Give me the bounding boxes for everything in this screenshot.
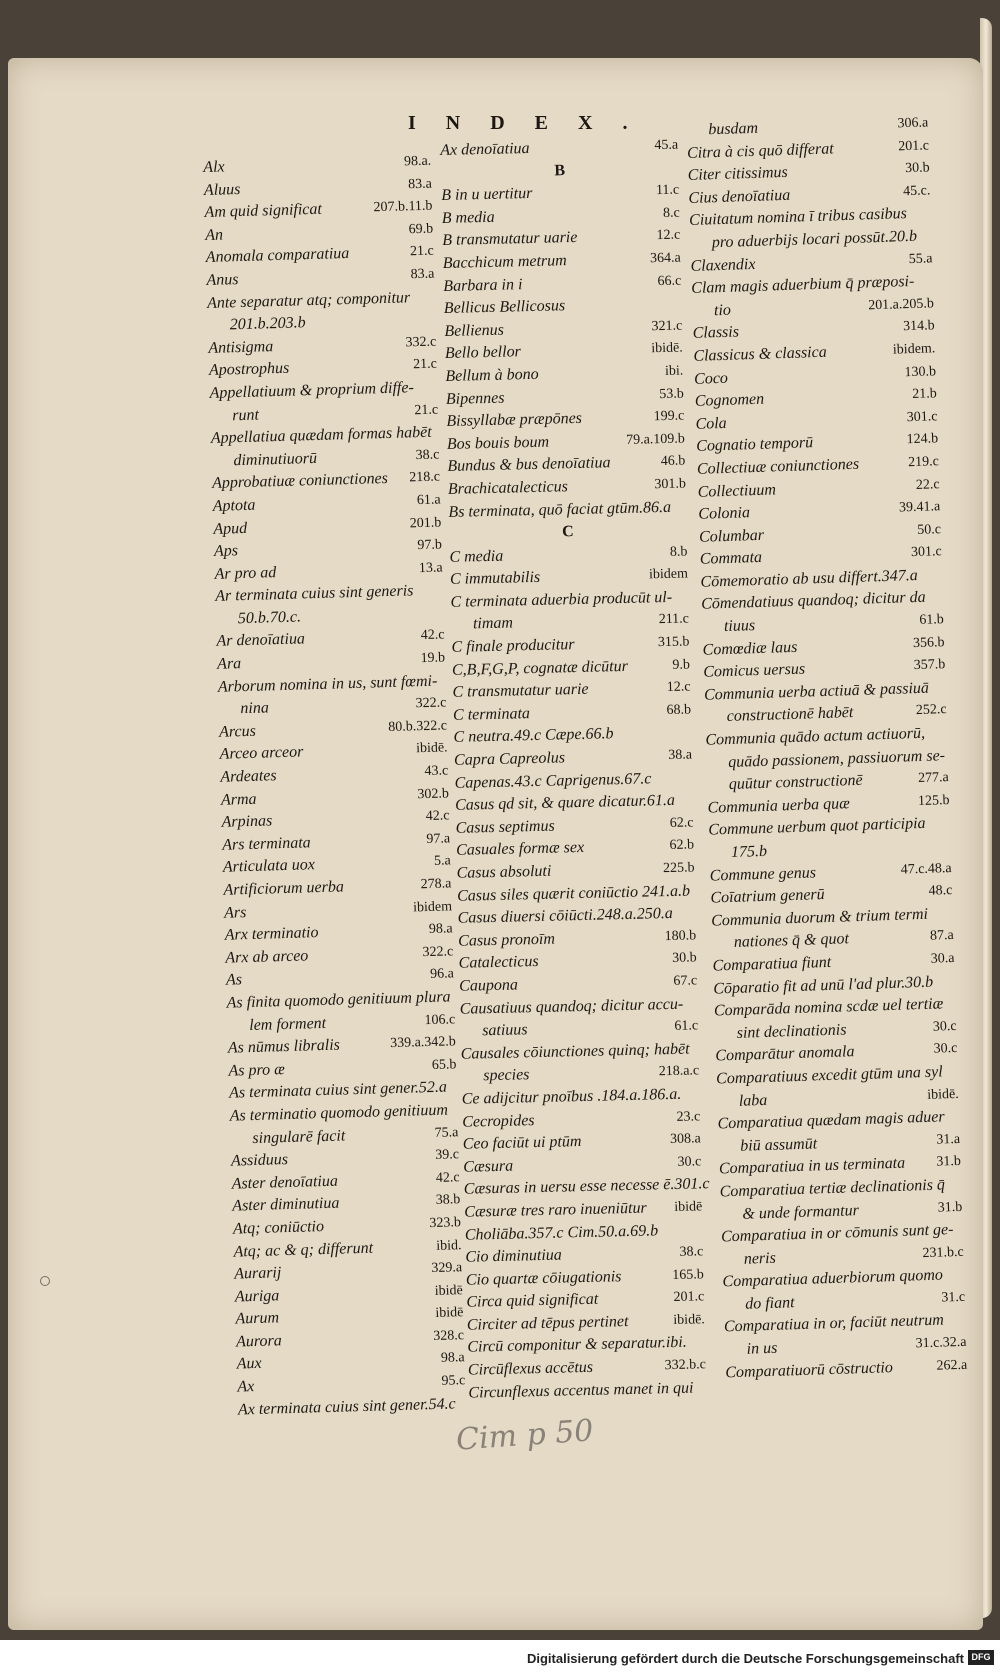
entry-term: Arceo arceor <box>219 743 304 764</box>
entry-page-ref: 65.b <box>431 1057 457 1073</box>
entry-term: Ar terminata cuius sint generis <box>215 582 414 606</box>
entry-term: neris <box>743 1249 777 1268</box>
entry-term: Classis <box>692 323 740 343</box>
entry-term: lem forment <box>249 1014 327 1034</box>
entry-page-ref: 9.b <box>672 657 691 673</box>
entry-page-ref: 332.c <box>405 334 437 351</box>
entry-page-ref: 321.c <box>651 318 683 334</box>
entry-page-ref: 21.c <box>409 243 434 260</box>
entry-page-ref: 98.a. <box>403 153 432 170</box>
entry-page-ref: 30.c <box>677 1154 702 1170</box>
entry-page-ref: 21.c <box>412 356 438 373</box>
entry-term: nationes q̄ & quot <box>733 930 850 952</box>
entry-term: Cola <box>695 414 727 433</box>
entry-term: Ante separatur atq; componitur <box>206 288 411 312</box>
entry-term: Comparatiua in us terminata <box>718 1154 906 1178</box>
entry-term: Classicus & classica <box>693 343 827 365</box>
entry-term: Capenas.43.c Caprigenus.67.c <box>454 769 652 792</box>
entry-page-ref: ibidē <box>674 1199 703 1215</box>
entry-page-ref: 98.a <box>428 921 453 938</box>
entry-term: Cecropides <box>462 1111 535 1131</box>
entry-term: Collectiuum <box>697 480 777 501</box>
entry-page-ref: 95.c <box>441 1373 466 1389</box>
entry-term: Comparatiua quædam magis aduer <box>717 1108 945 1133</box>
page-heading: INDEX. <box>408 112 658 134</box>
entry-page-ref: 42.c <box>425 808 450 825</box>
entry-term: Claxendix <box>690 255 756 275</box>
entry-page-ref: 50.c <box>917 521 942 538</box>
entry-term: sint declinationis <box>736 1021 847 1042</box>
entry-term: Cæsuras in uersu esse necesse ē.301.c <box>463 1175 710 1199</box>
entry-page-ref: 308.a <box>669 1131 701 1148</box>
entry-page-ref: 21.b <box>912 386 937 403</box>
entry-term: Comparātur anomala <box>715 1043 855 1065</box>
entry-term: C transmutatur uarie <box>452 681 589 702</box>
entry-term: Commune genus <box>709 863 817 885</box>
entry-term: Arma <box>220 790 257 809</box>
entry-page-ref: 165.b <box>672 1266 704 1283</box>
entry-term: As terminatio quomodo genitiuum <box>229 1101 449 1125</box>
entry-page-ref: 87.a <box>929 928 954 945</box>
entry-term: Casus qd sit, & quare dicatur.61.a <box>454 792 676 815</box>
entry-term: biū assumūt <box>739 1135 818 1155</box>
entry-page-ref: 66.c <box>657 273 682 289</box>
entry-page-ref: 96.a <box>429 966 455 983</box>
entry-term: Circa quid significat <box>466 1290 599 1311</box>
entry-page-ref: 69.b <box>408 221 434 238</box>
entry-page-ref: 31.b <box>937 1199 963 1216</box>
entry-page-ref: 332.b.c <box>664 1357 707 1374</box>
dfg-logo: DFG <box>968 1650 994 1665</box>
entry-page-ref: 31.c <box>941 1289 966 1306</box>
entry-page-ref: 61.b <box>919 612 945 628</box>
entry-term: Coīatrium generū <box>710 886 825 907</box>
entry-page-ref: 218.c <box>409 469 441 486</box>
entry-term: Cio diminutiua <box>465 1246 562 1266</box>
entry-term: Colonia <box>698 504 751 523</box>
entry-term: Ars <box>223 903 247 922</box>
entry-page-ref: 323.b <box>429 1215 462 1231</box>
entry-page-ref: 39.41.a <box>898 499 941 516</box>
entry-page-ref: 30.b <box>904 160 930 177</box>
entry-page-ref: 38.c <box>679 1244 704 1260</box>
entry-page-ref: ibidē <box>434 1282 463 1299</box>
entry-term: pro aduerbijs locari possūt.20.b <box>711 227 918 252</box>
entry-page-ref: 23.c <box>676 1108 701 1125</box>
entry-term: Collectiuæ coniunctiones <box>696 455 860 478</box>
entry-term: Atq; ac & q; differunt <box>233 1239 374 1261</box>
entry-page-ref: 201.a.205.b <box>867 296 935 314</box>
entry-term: Comparatiua tertiæ declinationis q̄ <box>719 1176 946 1201</box>
entry-page-ref: 42.c <box>420 627 445 644</box>
entry-term: Auriga <box>234 1287 280 1306</box>
entry-page-ref: ibidem <box>412 898 453 916</box>
entry-term: Ceo faciūt ui ptūm <box>462 1133 582 1153</box>
entry-term: Appellatiua quædam formas habēt <box>210 423 432 448</box>
page-hole <box>40 1276 50 1286</box>
entry-page-ref: 5.a <box>433 853 451 870</box>
entry-page-ref: 322.c <box>422 944 454 960</box>
entry-page-ref: 38.a <box>668 747 693 764</box>
entry-term: Citra à cis quō differat <box>686 139 834 162</box>
index-column-2 <box>440 135 710 1405</box>
entry-term: Circū componitur & separatur.ibi. <box>467 1334 687 1357</box>
entry-term: Comparatiua aduerbiorum quomo <box>722 1266 944 1291</box>
entry-term: Arpinas <box>221 812 273 831</box>
entry-term: As <box>225 971 243 990</box>
entry-term: As finita quomodo genitiuum plura <box>226 988 451 1012</box>
entry-term: Atq; coniūctio <box>232 1217 325 1238</box>
entry-term: Aster diminutiua <box>232 1194 340 1215</box>
entry-term: Comœdiæ laus <box>702 638 798 659</box>
footer-credit: Digitalisierung gefördert durch die Deutsche Forschungsgemeinschaft <box>526 1651 964 1666</box>
entry-term: Ar pro ad <box>214 563 277 583</box>
entry-term: Ax <box>237 1378 255 1396</box>
entry-term: runt <box>231 406 260 424</box>
entry-page-ref: 301.c <box>906 408 938 425</box>
entry-page-ref: 30.c <box>933 1041 958 1058</box>
entry-term: Cognomen <box>694 390 765 410</box>
entry-page-ref: 277.a <box>917 770 950 787</box>
entry-page-ref: ibidē. <box>927 1086 959 1103</box>
entry-term: Columbar <box>698 526 765 546</box>
entry-page-ref: ibid. <box>436 1237 462 1254</box>
entry-term: Communia uerba quæ <box>707 795 851 817</box>
entry-term: Catalecticus <box>458 953 539 973</box>
handwritten-annotation: Cim p 50 <box>454 1413 595 1458</box>
entry-term: Alx <box>203 158 225 176</box>
entry-page-ref: 218.a.c <box>658 1063 700 1080</box>
entry-page-ref: 302.b <box>417 786 450 802</box>
entry-term: Cius denoīatiua <box>688 186 791 207</box>
entry-term: B media <box>441 208 495 227</box>
entry-term: Clam magis aduerbium q̄ præposi- <box>691 273 915 298</box>
entry-page-ref: 329.a <box>431 1260 463 1277</box>
entry-page-ref: 47.c.48.a <box>900 860 952 878</box>
entry-term: Comparatiua in or, faciūt neutrum <box>723 1311 945 1336</box>
entry-page-ref: 201.b <box>409 514 442 531</box>
entry-term: Cōmendatiuus quandoq; dicitur da <box>700 589 926 614</box>
entry-page-ref: 97.b <box>417 537 443 554</box>
entry-term: Aurum <box>235 1309 280 1328</box>
entry-page-ref: 43.c <box>424 763 449 780</box>
entry-term: Choliāba.357.c Cim.50.a.69.b <box>464 1221 659 1244</box>
entry-term: quādo passionem, passiuorum se- <box>727 746 946 771</box>
entry-term: An <box>204 226 224 244</box>
entry-term: 175.b <box>730 842 768 861</box>
entry-page-ref: 30.a <box>930 950 955 967</box>
entry-page-ref: 278.a <box>420 876 452 893</box>
footer-bar <box>0 1640 1000 1678</box>
entry-term: Bos bouis boum <box>446 433 550 453</box>
entry-term: Aps <box>213 542 239 560</box>
entry-term: constructionē habēt <box>726 704 854 726</box>
entry-page-ref: 199.c <box>653 408 685 425</box>
entry-page-ref: 83.a <box>410 266 435 283</box>
entry-term: busdam <box>708 119 759 139</box>
entry-term: nina <box>240 699 270 718</box>
entry-page-ref: 328.c <box>433 1328 465 1344</box>
entry-page-ref: 39.c <box>435 1147 460 1164</box>
entry-term: Ce adijcitur pnoībus .184.a.186.a. <box>461 1085 682 1108</box>
entry-term: tiuus <box>723 617 756 636</box>
entry-page-ref: 83.a <box>407 176 433 192</box>
entry-term: Barbara in i <box>443 275 523 295</box>
entry-term: Assiduus <box>230 1151 289 1170</box>
entry-term: Communia quādo actum actiuorū, <box>705 724 926 749</box>
entry-term: Cognatio temporū <box>695 434 814 456</box>
entry-page-ref: 42.c <box>435 1169 460 1186</box>
entry-page-ref: 225.b <box>662 860 695 877</box>
entry-term: 50.b.70.c. <box>237 608 302 628</box>
entry-term: Cio quartæ cōiugationis <box>465 1267 622 1289</box>
entry-term: C <box>561 523 574 541</box>
entry-page-ref: ibidē. <box>415 740 448 757</box>
entry-term: Casus diuersi cōiūcti.248.a.250.a <box>457 905 673 927</box>
entry-term: Comicus uersus <box>703 660 806 681</box>
entry-page-ref: 68.b <box>666 702 692 718</box>
entry-term: Communia duorum & trium termi <box>710 905 929 930</box>
entry-page-ref: 61.a <box>416 492 441 509</box>
entry-page-ref: ibidē. <box>651 340 683 357</box>
entry-page-ref: 21.c <box>414 402 439 418</box>
entry-page-ref: 22.c <box>915 476 940 493</box>
entry-page-ref: 53.b <box>659 386 684 402</box>
entry-term: Cōmemoratio ab usu differt.347.a <box>700 566 919 591</box>
entry-page-ref: 12.c <box>656 227 681 244</box>
entry-term: Bipennes <box>445 389 505 408</box>
entry-term: B in u uertitur <box>441 185 533 205</box>
entry-term: Casus pronoīm <box>457 930 556 950</box>
entry-page-ref: 315.b <box>657 634 690 651</box>
entry-term: C terminata <box>452 704 531 724</box>
entry-term: Ardeates <box>220 767 277 786</box>
entry-term: C neutra.49.c Cæpe.66.b <box>453 725 614 747</box>
entry-page-ref: 211.c <box>658 611 690 628</box>
entry-page-ref: 125.b <box>917 792 950 809</box>
entry-term: Casus siles quærit coniūctio 241.a.b <box>456 882 691 905</box>
entry-term: species <box>483 1066 530 1085</box>
entry-page-ref: 46.b <box>660 453 686 470</box>
entry-page-ref: 62.b <box>669 837 695 854</box>
entry-term: C finale producitur <box>451 636 575 656</box>
entry-term: Arx terminatio <box>224 924 319 944</box>
entry-term: Bellienus <box>444 321 505 340</box>
entry-term: Comparāda nomina scdæ uel tertiæ <box>713 995 944 1020</box>
entry-term: Circunflexus accentus manet in qui <box>468 1379 694 1402</box>
entry-page-ref: 364.a <box>649 250 681 267</box>
entry-term: Causales cōiunctiones quinq; habēt <box>460 1040 690 1063</box>
entry-page-ref: 45.a <box>654 137 679 154</box>
entry-page-ref: 301.b <box>654 476 687 493</box>
entry-page-ref: 31.a <box>936 1131 961 1148</box>
entry-term: laba <box>738 1091 768 1110</box>
index-column-1 <box>203 151 466 1422</box>
entry-page-ref: 322.c <box>415 695 447 712</box>
entry-term: Aurora <box>235 1332 282 1351</box>
entry-term: Casus absoluti <box>456 862 552 882</box>
entry-page-ref: 339.a.342.b <box>389 1034 457 1052</box>
entry-page-ref: 8.c <box>662 205 680 221</box>
entry-term: Comparatiua in or cōmunis sunt ge- <box>720 1221 954 1246</box>
index-column-3 <box>686 112 968 1384</box>
entry-page-ref: 19.b <box>420 650 446 667</box>
entry-term: Casus septimus <box>455 817 555 837</box>
entry-page-ref: 67.c <box>673 973 698 989</box>
entry-term: Bacchicum metrum <box>442 252 567 272</box>
entry-page-ref: 79.a.109.b <box>625 431 686 448</box>
entry-page-ref: 62.c <box>669 815 694 831</box>
entry-term: Circūflexus accētus <box>467 1358 594 1379</box>
entry-page-ref: 252.c <box>915 702 947 719</box>
entry-page-ref: 48.c <box>928 883 953 899</box>
entry-page-ref: 262.a <box>936 1357 968 1374</box>
entry-term: B transmutatur uarie <box>442 229 578 250</box>
entry-term: Aurarij <box>233 1264 282 1283</box>
entry-page-ref: 55.a <box>908 250 933 267</box>
entry-term: Casuales formæ sex <box>455 839 585 860</box>
entry-page-ref: 301.c <box>910 544 942 561</box>
entry-term: do fiant <box>744 1294 795 1313</box>
entry-term: Arborum nomina in us, sunt fœmi- <box>217 672 438 696</box>
entry-page-ref: 30.c <box>932 1018 957 1035</box>
entry-page-ref: 306.a <box>897 115 929 132</box>
entry-term: & unde formantur <box>742 1201 860 1223</box>
entry-term: As nūmus libralis <box>227 1036 341 1057</box>
entry-term: Causatiuus quandoq; dicitur accu- <box>459 995 684 1018</box>
entry-term: Cōparatio fit ad unū l'ad plur.30.b <box>713 973 934 998</box>
entry-term: Bissyllabæ præpōnes <box>446 409 583 431</box>
entry-page-ref: 30.b <box>671 950 697 967</box>
entry-term: quūtur constructionē <box>728 772 863 794</box>
entry-term: Brachicatalecticus <box>447 478 569 498</box>
entry-page-ref: 201.c <box>673 1289 705 1306</box>
entry-term: Artificiorum uerba <box>223 878 345 899</box>
entry-page-ref: 31.c.32.a <box>915 1334 967 1352</box>
entry-term: Ax terminata cuius sint gener.54.c <box>237 1395 456 1419</box>
entry-term: Comparatiuus excedit gtūm una syl <box>715 1063 943 1088</box>
entry-term: Antisigma <box>208 337 274 357</box>
entry-term: Communia uerba actiuā & passiuā <box>703 679 930 704</box>
entry-page-ref: 75.a <box>434 1124 459 1141</box>
entry-page-ref: ibidem. <box>892 341 936 358</box>
entry-term: Bellicus Bellicosus <box>443 297 566 318</box>
entry-term: Bellum à bono <box>445 365 539 385</box>
entry-page-ref: 180.b <box>664 928 697 944</box>
entry-term: Ciuitatum nomina ī tribus casibus <box>688 205 908 230</box>
entry-term: Approbatiuæ coniunctiones <box>211 470 389 493</box>
entry-term: Articulata uox <box>222 856 316 877</box>
entry-page-ref: 207.b.11.b <box>373 198 433 216</box>
entry-page-ref: 38.b <box>435 1192 461 1209</box>
entry-term: Ars terminata <box>221 834 311 854</box>
entry-term: B <box>554 161 566 180</box>
entry-page-ref: 8.b <box>669 544 688 560</box>
entry-term: Anomala comparatiua <box>205 245 350 267</box>
entry-term: Cæsuræ tres raro inueniūtur <box>464 1199 647 1221</box>
entry-page-ref: 98.a <box>440 1350 465 1367</box>
entry-term: Aux <box>236 1355 262 1373</box>
entry-term: Aptota <box>212 496 256 515</box>
entry-term: Aluus <box>203 180 241 199</box>
entry-term: Apostrophus <box>208 360 290 380</box>
entry-term: Bello bellor <box>444 343 522 363</box>
entry-term: in us <box>746 1339 778 1358</box>
entry-term: Caupona <box>459 976 519 995</box>
entry-term: Coco <box>693 369 729 388</box>
entry-page-ref: 314.b <box>902 318 935 335</box>
entry-term: Appellatiuum & proprium diffe- <box>209 379 415 402</box>
entry-term: Circiter ad tēpus pertinet <box>466 1312 629 1334</box>
entry-term: Ara <box>216 655 242 673</box>
entry-page-ref: ibidem <box>648 566 689 583</box>
entry-page-ref: 106.c <box>424 1011 456 1028</box>
entry-page-ref: 45.c. <box>902 183 931 199</box>
entry-term: Am quid significat <box>204 200 323 222</box>
entry-term: C terminata aduerbia producūt ul- <box>450 588 673 611</box>
entry-term: singularē facit <box>252 1126 346 1147</box>
entry-page-ref: ibidē. <box>673 1312 706 1328</box>
entry-page-ref: 11.c <box>655 182 680 199</box>
entry-page-ref: 124.b <box>906 431 939 448</box>
entry-term: Comparatiuorū cōstructio <box>725 1358 894 1382</box>
entry-term: timam <box>472 614 514 633</box>
entry-term: As terminata cuius sint gener.52.a <box>228 1078 448 1102</box>
entry-page-ref: 97.a <box>426 831 451 847</box>
entry-term: Cæsura <box>463 1157 514 1176</box>
entry-term: Commune uerbum quot participia <box>708 815 926 840</box>
entry-term: Aster denoīatiua <box>231 1172 339 1193</box>
entry-term: Capra Capreolus <box>453 749 566 769</box>
entry-term: Ax denoīatiua <box>440 139 530 159</box>
entry-term: Arcus <box>218 722 257 741</box>
entry-term: Apud <box>213 519 248 538</box>
entry-term: Bs terminata, quō faciat gtūm.86.a <box>448 498 672 521</box>
entry-page-ref: 38.c <box>415 447 440 463</box>
entry-page-ref: 12.c <box>666 679 691 696</box>
entry-page-ref: 219.c <box>907 454 940 471</box>
entry-term: C,B,F,G,P, cognatæ dicūtur <box>451 657 629 679</box>
entry-page-ref: 80.b.322.c <box>388 718 448 735</box>
entry-page-ref: 130.b <box>904 363 937 380</box>
entry-page-ref: 231.b.c <box>922 1244 964 1261</box>
entry-page-ref: 31.b <box>936 1154 962 1170</box>
entry-term: Comparatiua fiunt <box>712 953 832 975</box>
entry-term: Bundus & bus denoīatiua <box>447 454 611 476</box>
entry-term: C immutabilis <box>449 569 541 589</box>
entry-page-ref: 356.b <box>912 634 945 651</box>
entry-term: Ar denoīatiua <box>216 630 306 651</box>
entry-term: 201.b.203.b <box>229 314 306 334</box>
entry-term: C media <box>449 547 504 566</box>
entry-term: Arx ab arceo <box>225 947 309 967</box>
entry-page-ref: ibidē <box>435 1305 464 1322</box>
entry-term: As pro æ <box>228 1060 286 1080</box>
entry-term: diminutiuorū <box>233 449 318 469</box>
entry-page-ref: 13.a <box>418 560 443 576</box>
entry-page-ref: 61.c <box>674 1018 699 1035</box>
entry-term: tio <box>713 301 732 319</box>
entry-page-ref: 357.b <box>913 657 946 674</box>
entry-page-ref: 201.c <box>897 137 930 154</box>
entry-term: Anus <box>206 271 239 289</box>
entry-term: Citer citissimus <box>687 164 788 185</box>
entry-term: satiuus <box>482 1021 528 1040</box>
entry-term: Commata <box>699 549 763 569</box>
entry-page-ref: ibi. <box>664 363 684 379</box>
